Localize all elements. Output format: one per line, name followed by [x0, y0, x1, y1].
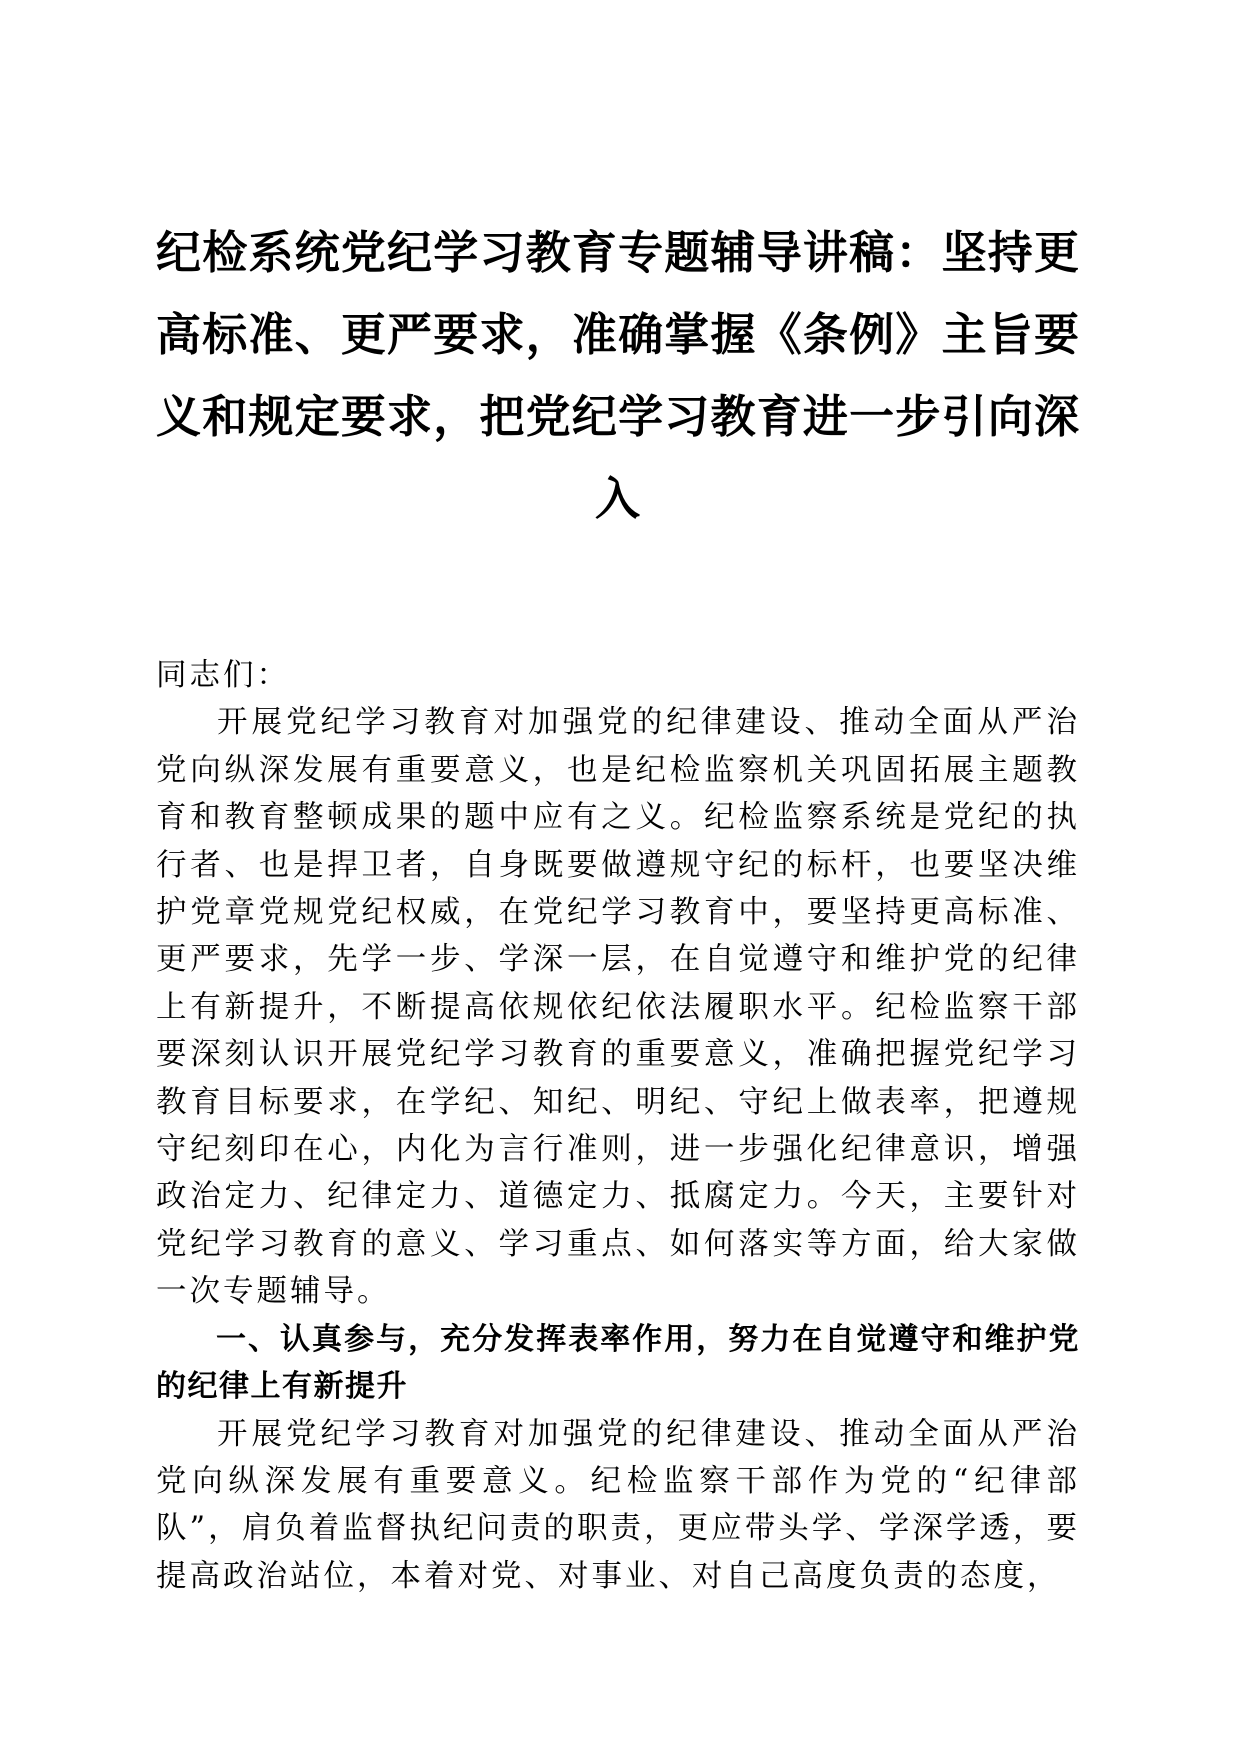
section-heading-1: 一、认真参与，充分发挥表率作用，努力在自觉遵守和维护党的纪律上有新提升 — [156, 1321, 1080, 1405]
document-body — [156, 652, 1080, 1600]
salutation: 同志们： — [156, 658, 290, 693]
intro-paragraph: 开展党纪学习教育对加强党的纪律建设、推动全面从严治党向纵深发展有重要意义，也是纪检监察机关巩固拓展主题教育和教育整顿成果的题中应有之义。纪检监察系统是党纪的执行者、也是捍卫者，自身既要做遵规守纪的标杆，也要坚决维护党章党规党纪权威，在党纪学习教育中，要坚持更高标准、更严要求，先学一步、学深一层，在自觉遵守和维护党的纪律上有新提升，不断提高依规依纪依法履职水平。纪检监察干部要深刻认识开展党纪学习教育的重要意义，准确把握党纪学习教育目标要求，在学纪、知纪、明纪、守纪上做表率，把遵规守纪刻印在心，内化为言行准则，进一步强化纪律意识，增强政治定力、纪律定力、道德定力、抵腐定力。今天，主要针对党纪学习教育的意义、学习重点、如何落实等方面，给大家做一次专题辅导。 — [156, 705, 1080, 1310]
document-title: 纪检系统党纪学习教育专题辅导讲稿：坚持更高标准、更严要求，准确掌握《条例》主旨要义和规定要求，把党纪学习教育进一步引向深入 — [156, 226, 1080, 525]
section-1-paragraph: 开展党纪学习教育对加强党的纪律建设、推动全面从严治党向纵深发展有重要意义。纪检监察干部作为党的“纪律部队”，肩负着监督执纪问责的职责，更应带头学、学深学透，要提高政治站位，本着对党、对事业、对自己高度负责的态度， — [156, 1416, 1080, 1594]
